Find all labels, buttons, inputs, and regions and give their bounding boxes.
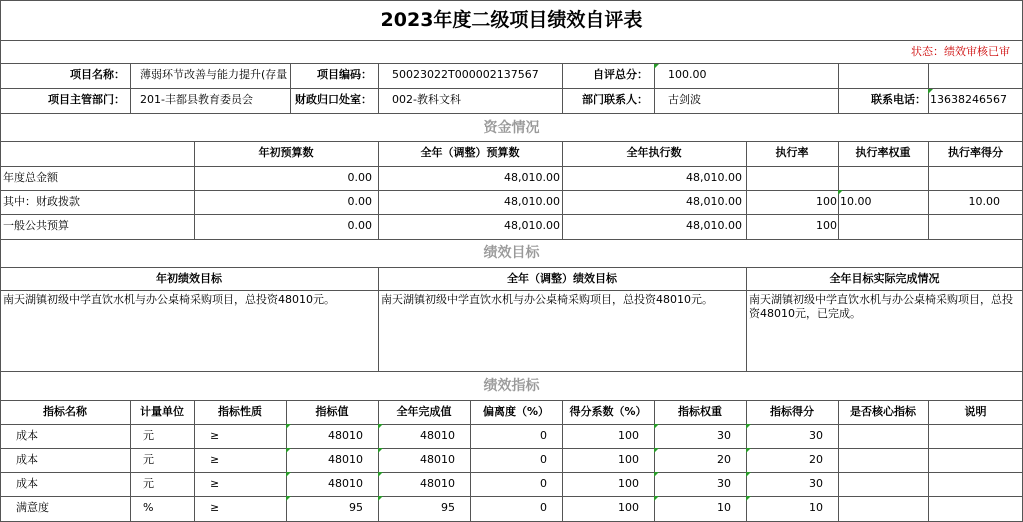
funds-header-executed: 全年执行数 <box>626 146 682 159</box>
ind-header-nature: 指标性质 <box>218 405 262 418</box>
cell-marker <box>378 472 383 477</box>
cell-marker <box>378 448 383 453</box>
cell-marker <box>286 472 291 477</box>
ind-dev: 0 <box>540 477 547 490</box>
cell-marker <box>654 472 659 477</box>
funds-row-weight: 10.00 <box>840 195 872 208</box>
ind-value: 48010 <box>328 429 363 442</box>
ind-name: 满意度 <box>16 501 49 514</box>
ind-header-unit: 计量单位 <box>140 405 184 418</box>
funds-row-executed: 48,010.00 <box>686 219 742 232</box>
ind-unit: 元 <box>143 477 154 490</box>
cell-marker <box>654 424 659 429</box>
ind-nature: ≥ <box>210 501 220 514</box>
ind-unit: % <box>143 501 154 514</box>
cell-marker <box>654 64 659 69</box>
phone-value: 13638246567 <box>930 93 1007 106</box>
funds-row-rate: 100 <box>816 219 837 232</box>
funds-row-adjusted: 48,010.00 <box>504 195 560 208</box>
ind-weight: 20 <box>717 453 731 466</box>
contact-value: 古剑波 <box>668 93 701 106</box>
cell-marker <box>286 424 291 429</box>
funds-row-executed: 48,010.00 <box>686 171 742 184</box>
ind-nature: ≥ <box>210 453 220 466</box>
goals-header-adjusted: 全年（调整）绩效目标 <box>507 272 617 285</box>
ind-header-name: 指标名称 <box>43 405 87 418</box>
self-score-label: 自评总分： <box>593 68 648 81</box>
cell-marker <box>746 472 751 477</box>
ind-name: 成本 <box>16 429 38 442</box>
cell-marker <box>746 496 751 501</box>
funds-row-label: 一般公共预算 <box>3 219 69 232</box>
ind-coef: 100 <box>618 477 639 490</box>
ind-weight: 30 <box>717 477 731 490</box>
cell-marker <box>654 448 659 453</box>
finance-value: 002-教科文科 <box>392 93 461 106</box>
funds-row-executed: 48,010.00 <box>686 195 742 208</box>
ind-name: 成本 <box>16 477 38 490</box>
ind-done: 48010 <box>420 429 455 442</box>
ind-score: 10 <box>809 501 823 514</box>
ind-coef: 100 <box>618 453 639 466</box>
project-name-value: 薄弱环节改善与能力提升(存量 <box>140 68 288 81</box>
finance-label: 财政归口处室： <box>295 93 372 106</box>
project-code-value: 50023022T000002137567 <box>392 68 539 81</box>
page-title: 2023年度二级项目绩效自评表 <box>380 9 643 31</box>
funds-header-initial: 年初预算数 <box>258 146 314 159</box>
ind-score: 30 <box>809 477 823 490</box>
ind-nature: ≥ <box>210 477 220 490</box>
funds-row-initial: 0.00 <box>347 195 372 208</box>
cell-marker <box>286 448 291 453</box>
cell-marker <box>746 448 751 453</box>
funds-row-adjusted: 48,010.00 <box>504 171 560 184</box>
funds-row-adjusted: 48,010.00 <box>504 219 560 232</box>
funds-row-label: 年度总金额 <box>3 171 58 184</box>
ind-coef: 100 <box>618 501 639 514</box>
ind-done: 48010 <box>420 453 455 466</box>
dept-label: 项目主管部门： <box>48 93 125 106</box>
project-code-label: 项目编码： <box>317 68 372 81</box>
goals-header-actual: 全年目标实际完成情况 <box>829 272 940 285</box>
ind-done: 48010 <box>420 477 455 490</box>
ind-value: 95 <box>349 501 363 514</box>
ind-header-done: 全年完成值 <box>396 405 452 418</box>
funds-section-title: 资金情况 <box>483 120 540 136</box>
ind-nature: ≥ <box>210 429 220 442</box>
ind-header-value: 指标值 <box>315 405 349 418</box>
ind-weight: 30 <box>717 429 731 442</box>
ind-header-score: 指标得分 <box>770 405 814 418</box>
goal-adjusted-text: 南天湖镇初级中学直饮水机与办公桌椅采购项目，总投资48010元。 <box>381 293 713 306</box>
ind-coef: 100 <box>618 429 639 442</box>
cell-marker <box>654 496 659 501</box>
ind-dev: 0 <box>540 453 547 466</box>
funds-header-rate: 执行率 <box>775 146 809 159</box>
funds-header-score: 执行率得分 <box>948 146 1003 159</box>
ind-value: 48010 <box>328 453 363 466</box>
funds-row-initial: 0.00 <box>347 171 372 184</box>
ind-dev: 0 <box>540 501 547 514</box>
funds-row-initial: 0.00 <box>347 219 372 232</box>
ind-weight: 10 <box>717 501 731 514</box>
cell-marker <box>746 424 751 429</box>
contact-label: 部门联系人： <box>582 93 648 106</box>
funds-row-score: 10.00 <box>968 195 1000 208</box>
ind-header-core: 是否核心指标 <box>850 405 916 418</box>
funds-row-label: 其中：财政拨款 <box>3 195 80 208</box>
ind-done: 95 <box>441 501 455 514</box>
project-name-label: 项目名称： <box>70 68 125 81</box>
ind-header-note: 说明 <box>964 405 987 418</box>
cell-marker <box>378 496 383 501</box>
funds-header-weight: 执行率权重 <box>855 146 911 159</box>
goals-header-initial: 年初绩效目标 <box>156 272 222 285</box>
funds-header-adjusted: 全年（调整）预算数 <box>420 146 520 159</box>
ind-score: 30 <box>809 429 823 442</box>
self-score-value: 100.00 <box>668 68 707 81</box>
goal-initial-text: 南天湖镇初级中学直饮水机与办公桌椅采购项目，总投资48010元。 <box>3 293 335 306</box>
status-badge: 状态：绩效审核已审 <box>911 45 1010 58</box>
cell-marker <box>378 424 383 429</box>
ind-unit: 元 <box>143 453 154 466</box>
cell-marker <box>928 89 933 94</box>
cell-marker <box>838 190 843 195</box>
goal-actual-text: 南天湖镇初级中学直饮水机与办公桌椅采购项目，总投资48010元，已完成。 <box>749 293 1013 320</box>
ind-header-weight: 指标权重 <box>678 405 722 418</box>
indicators-section-title: 绩效指标 <box>483 378 540 394</box>
phone-label: 联系电话： <box>871 93 926 106</box>
funds-row-rate: 100 <box>816 195 837 208</box>
ind-dev: 0 <box>540 429 547 442</box>
ind-header-dev: 偏离度（%） <box>482 405 550 418</box>
cell-marker <box>286 496 291 501</box>
ind-value: 48010 <box>328 477 363 490</box>
ind-header-coef: 得分系数（%） <box>569 405 647 418</box>
goals-section-title: 绩效目标 <box>483 245 540 261</box>
ind-unit: 元 <box>143 429 154 442</box>
dept-value: 201-丰都县教育委员会 <box>140 93 253 106</box>
ind-name: 成本 <box>16 453 38 466</box>
ind-score: 20 <box>809 453 823 466</box>
